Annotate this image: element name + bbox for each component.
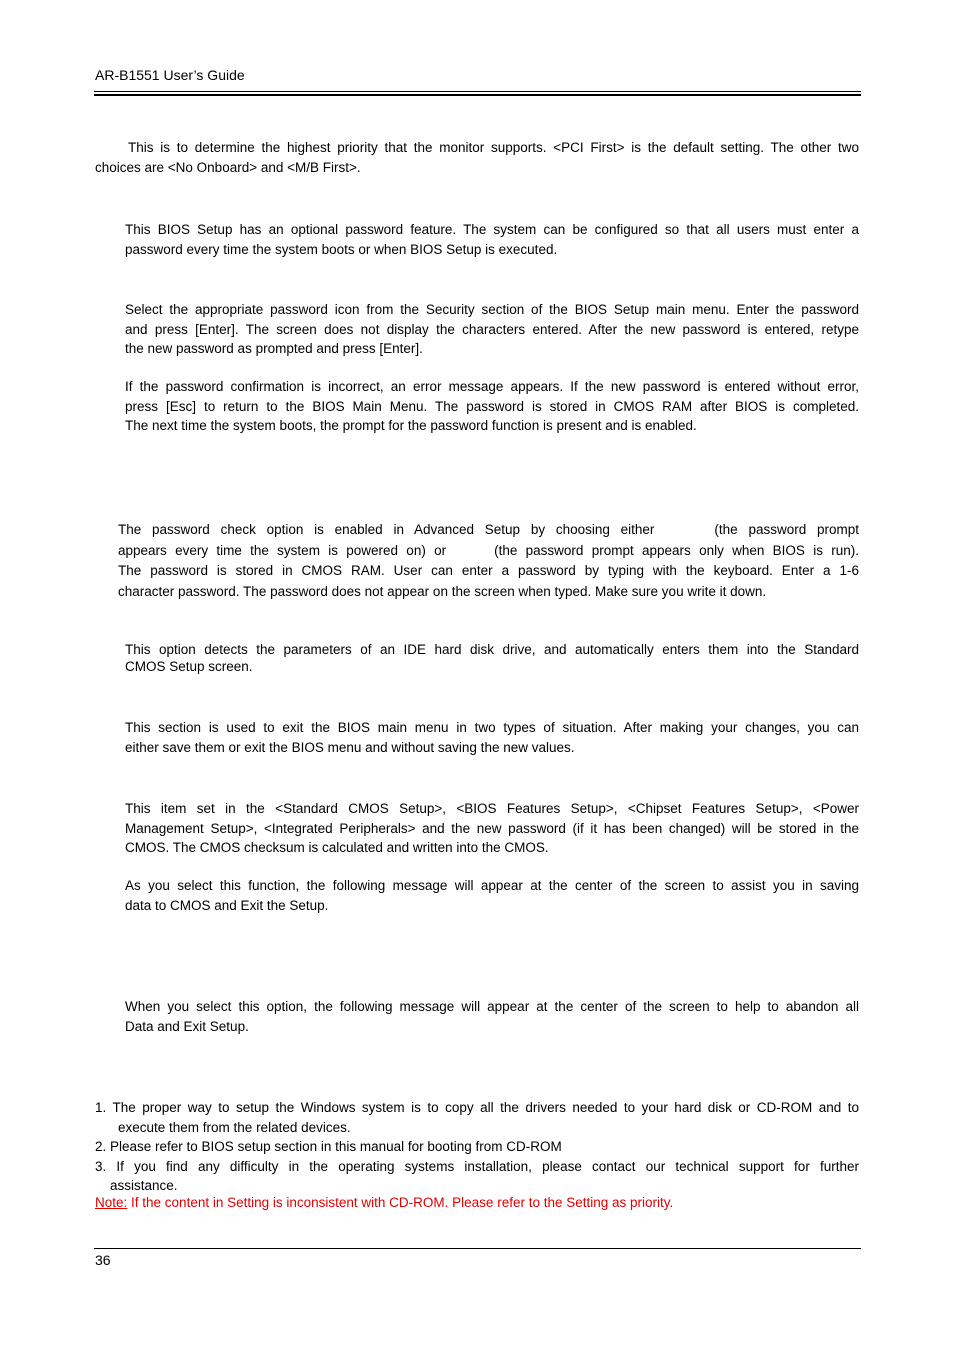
paragraph-password-intro <box>125 220 859 259</box>
list-item <box>95 1137 859 1157</box>
text-segment: appears every time the system is powered on) or <box>118 542 447 558</box>
text-line: CMOS. The CMOS checksum is calculated and written into the CMOS. <box>125 840 549 855</box>
paragraph-exit-without-saving <box>125 997 859 1036</box>
text-line: 2. Please refer to BIOS setup section in this manual for booting from CD-ROM <box>95 1139 562 1154</box>
text-line: 3. If you find any difficulty in the operating systems installation, please contact our technical support for further <box>95 1158 859 1174</box>
text-line: 1. The proper way to setup the Windows system is to copy all the drivers needed to your hard disk or CD-ROM and to <box>95 1100 859 1115</box>
paragraph-save-message <box>125 876 859 915</box>
text-line <box>118 541 859 562</box>
text-line: When you select this option, the following message will appear at the center of the screen to help to abandon all <box>125 999 859 1014</box>
running-header: AR-B1551 User’s Guide <box>95 67 245 83</box>
text-line: password every time the system boots or when BIOS Setup is executed. <box>125 241 558 257</box>
text-line: assistance. <box>110 1178 178 1193</box>
text-line: execute them from the related devices. <box>118 1119 351 1135</box>
footer-rule <box>94 1248 861 1249</box>
text-line: This item set in the <Standard CMOS Setup>, <BIOS Features Setup>, <Chipset Features Setup>, <Power <box>125 801 859 816</box>
text-line: CMOS Setup screen. <box>125 658 253 674</box>
text-line: If the password confirmation is incorrect, an error message appears. If the new password is entered without error, <box>125 379 859 394</box>
list-item <box>95 1157 859 1196</box>
paragraph-ide-detect <box>125 642 859 675</box>
text-line: choices are <No Onboard> and <M/B First>. <box>95 159 361 175</box>
text-line: As you select this function, the following message will appear at the center of the screen to assist you in saving <box>125 878 859 893</box>
text-line: The next time the system boots, the prompt for the password function is present and is enabled. <box>125 418 697 433</box>
page-number: 36 <box>95 1252 111 1268</box>
text-line: Management Setup>, <Integrated Peripherals> and the new password (if it has been changed) will be stored in the <box>125 820 859 836</box>
paragraph-password-select <box>125 300 859 359</box>
paragraph-password-check <box>118 520 859 602</box>
text-segment: (the password prompt appears only when BIOS is run). <box>494 542 859 558</box>
note-text: If the content in Setting is inconsistent with CD-ROM. Please refer to the Setting as priority. <box>127 1195 674 1210</box>
text-line: This BIOS Setup has an optional password feature. The system can be configured so that all users must enter a <box>125 222 859 237</box>
text-line: This section is used to exit the BIOS main menu in two types of situation. After making your changes, you can <box>125 720 859 735</box>
list-item <box>95 1098 859 1137</box>
header-rule-thin <box>94 91 861 92</box>
text-line <box>118 520 859 541</box>
text-line: either save them or exit the BIOS menu and without saving the new values. <box>125 739 575 755</box>
text-line: and press [Enter]. The screen does not display the characters entered. After the new password is entered, retype <box>125 321 859 337</box>
text-line: Select the appropriate password icon from the Security section of the BIOS Setup main menu. Enter the password <box>125 302 859 317</box>
text-line: press [Esc] to return to the BIOS Main Menu. The password is stored in CMOS RAM after BIOS is completed. <box>125 398 859 414</box>
text-line: Data and Exit Setup. <box>125 1018 249 1034</box>
header-rule-thick <box>94 94 861 96</box>
text-line: This is to determine the highest priority that the monitor supports. <PCI First> is the default setting. The other two <box>128 140 859 155</box>
paragraph-display-priority <box>95 138 859 177</box>
text-line: The password is stored in CMOS RAM. User can enter a password by typing with the keyboard. Enter a 1-6 <box>118 563 859 578</box>
os-install-steps <box>95 1098 859 1196</box>
text-line: the new password as prompted and press [Enter]. <box>125 341 423 356</box>
paragraph-exit-section <box>125 718 859 757</box>
note <box>95 1195 673 1210</box>
text-line: This option detects the parameters of an IDE hard disk drive, and automatically enters them into the Standard <box>125 642 859 657</box>
note-label: Note: <box>95 1195 128 1210</box>
text-line: data to CMOS and Exit the Setup. <box>125 897 329 913</box>
text-line: character password. The password does not appear on the screen when typed. Make sure you write it down. <box>118 583 767 599</box>
paragraph-save-settings <box>125 799 859 858</box>
text-segment: (the password prompt <box>714 522 860 537</box>
paragraph-password-confirm <box>125 377 859 436</box>
text-segment: The password check option is enabled in Advanced Setup by choosing either <box>118 522 655 537</box>
